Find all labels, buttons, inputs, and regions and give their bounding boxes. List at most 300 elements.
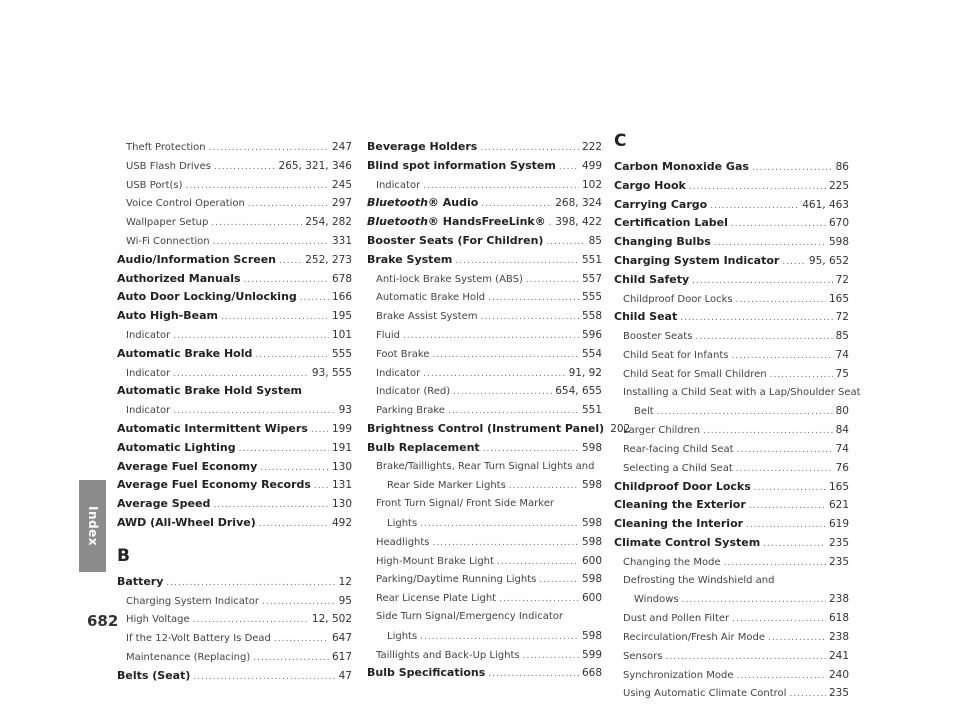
entry-pages: 131 — [331, 479, 352, 492]
dot-leader — [736, 460, 833, 479]
dot-leader — [546, 233, 585, 252]
entry-term: High Voltage — [126, 614, 190, 626]
dot-leader — [166, 574, 335, 593]
entry-term: High-Mount Brake Light — [376, 555, 494, 567]
entry-pages: 85 — [835, 330, 849, 343]
entry-term: Climate Control System — [614, 535, 761, 549]
dot-leader — [221, 308, 329, 327]
dot-leader — [420, 515, 579, 534]
dot-leader — [523, 647, 579, 666]
dot-leader — [248, 195, 329, 214]
entry-pages: 554 — [581, 347, 602, 360]
entry-pages: 558 — [581, 310, 602, 323]
entry-pages: 596 — [581, 328, 602, 341]
index-subentry — [117, 176, 352, 195]
entry-term: Auto High-Beam — [117, 309, 218, 323]
dot-leader — [239, 440, 329, 459]
dot-leader — [549, 214, 553, 233]
entry-term: Taillights and Back-Up Lights — [376, 649, 520, 661]
dot-leader — [666, 648, 826, 667]
entry-term: Charging System Indicator — [126, 595, 260, 607]
entry-term: Windows — [634, 594, 679, 606]
entry-pages: 72 — [835, 273, 849, 286]
entry-pages: 202 — [610, 422, 631, 435]
index-subentry — [367, 288, 602, 307]
entry-term: Belts (Seat) — [117, 668, 191, 682]
dot-leader — [692, 272, 832, 291]
dot-leader — [497, 553, 579, 572]
entry-term-suffix: ® HandsFreeLink® — [427, 215, 546, 229]
dot-leader — [211, 214, 302, 233]
index-entry — [614, 196, 849, 215]
dot-leader — [749, 497, 826, 516]
dot-leader — [789, 685, 826, 704]
entry-term: Brake/Taillights, Rear Turn Signal Lights and — [376, 460, 595, 472]
index-entry — [614, 478, 849, 497]
index-subentry — [117, 610, 352, 629]
index-entry — [614, 534, 849, 553]
entry-pages: 238 — [828, 630, 849, 643]
entry-term: Blind spot information System — [367, 158, 556, 172]
index-subentry — [367, 608, 602, 627]
entry-pages: 254, 282 — [305, 216, 352, 229]
entry-pages: 101 — [331, 328, 352, 341]
dot-leader — [754, 479, 826, 498]
entry-pages: 678 — [331, 272, 352, 285]
entry-term: Voice Control Operation — [126, 198, 245, 210]
index-entry — [117, 382, 352, 401]
entry-term: Wallpaper Setup — [126, 217, 209, 229]
index-subentry — [614, 440, 849, 459]
dot-leader — [214, 158, 276, 177]
dot-leader — [689, 178, 826, 197]
dot-leader — [731, 347, 832, 366]
entry-term: Carbon Monoxide Gas — [614, 160, 749, 173]
entry-term: Indicator — [126, 367, 171, 379]
entry-pages: 191 — [331, 441, 352, 454]
entry-pages: 654, 655 — [555, 385, 602, 398]
entry-pages: 12 — [338, 575, 352, 588]
index-entry — [614, 496, 849, 515]
entry-term — [367, 213, 546, 232]
index-subentry — [117, 213, 352, 232]
dot-leader — [724, 554, 826, 573]
entry-pages: 130 — [331, 498, 352, 511]
entry-term: Brightness Control (Instrument Panel) — [367, 421, 605, 435]
entry-term: Brake Assist System — [376, 311, 478, 323]
entry-pages: 75 — [835, 367, 849, 380]
dot-leader — [499, 590, 579, 609]
index-subentry — [614, 365, 849, 384]
entry-term: Authorized Manuals — [117, 271, 241, 285]
entry-term: Booster Seats (For Children) — [367, 233, 544, 247]
entry-pages: 166 — [331, 291, 352, 304]
entry-term: Wi-Fi Connection — [126, 235, 210, 247]
entry-term: Child Seat — [614, 310, 678, 324]
index-entry — [367, 251, 602, 270]
entry-term: Lights — [387, 517, 418, 529]
index-entry — [117, 439, 352, 458]
entry-pages: 225 — [828, 179, 849, 192]
entry-pages: 599 — [581, 648, 602, 661]
index-side-tab-label: Index — [85, 506, 100, 546]
dot-leader — [213, 233, 329, 252]
index-entry — [117, 251, 352, 270]
dot-leader — [193, 611, 309, 630]
dot-leader — [732, 610, 826, 629]
index-subentry — [367, 552, 602, 571]
entry-term: Using Automatic Climate Control — [623, 688, 787, 700]
entry-pages: 91, 92 — [568, 366, 602, 379]
entry-term: Childproof Door Locks — [623, 293, 733, 305]
index-entry — [614, 308, 849, 327]
dot-leader — [483, 440, 579, 459]
entry-pages: 598 — [828, 236, 849, 249]
entry-term: Parking Brake — [376, 405, 445, 417]
entry-term: Automatic Intermittent Wipers — [117, 421, 308, 435]
dot-leader — [768, 629, 826, 648]
entry-pages: 86 — [835, 161, 849, 173]
index-subentry — [614, 346, 849, 365]
index-entry — [614, 233, 849, 252]
entry-pages: 165 — [828, 292, 849, 305]
index-subentry — [367, 514, 602, 533]
index-entry — [367, 157, 602, 176]
dot-leader — [526, 271, 579, 290]
index-side-tab — [79, 480, 106, 572]
entry-term: Installing a Child Seat with a Lap/Shoulder Seat — [623, 386, 861, 398]
entry-pages: 195 — [331, 310, 352, 323]
dot-leader — [260, 459, 329, 478]
entry-term: Bulb Specifications — [367, 666, 486, 680]
dot-leader — [244, 271, 329, 290]
entry-term: Indicator — [126, 405, 171, 417]
entry-term: USB Port(s) — [126, 179, 183, 191]
entry-pages: 72 — [835, 311, 849, 324]
dot-leader — [253, 649, 329, 668]
index-subentry — [367, 270, 602, 289]
entry-term: Synchronization Mode — [623, 669, 734, 681]
index-subentry — [367, 589, 602, 608]
index-subentry — [117, 592, 352, 611]
entry-pages: 598 — [581, 516, 602, 529]
entry-term: Average Fuel Economy Records — [117, 478, 311, 492]
entry-pages: 95, 652 — [808, 254, 849, 267]
dot-leader — [213, 496, 329, 515]
index-entry — [614, 252, 849, 271]
entry-term: Defrosting the Windshield and — [623, 574, 775, 586]
entry-pages: 598 — [581, 441, 602, 454]
entry-term: Anti-lock Brake System (ABS) — [376, 273, 523, 285]
entry-pages: 598 — [581, 535, 602, 548]
entry-pages: 492 — [331, 516, 352, 529]
index-entry — [117, 495, 352, 514]
entry-term: Recirculation/Fresh Air Mode — [623, 631, 766, 643]
dot-leader — [682, 591, 826, 610]
dot-leader — [455, 252, 579, 271]
dot-leader — [300, 289, 329, 308]
dot-leader — [481, 195, 552, 214]
index-entry — [117, 573, 352, 592]
index-subentry — [367, 533, 602, 552]
dot-leader — [173, 365, 309, 384]
index-entry — [117, 476, 352, 495]
entry-pages: 252, 273 — [305, 253, 352, 266]
entry-pages: 297 — [331, 197, 352, 210]
entry-term: Indicator — [376, 179, 421, 191]
index-subentry — [367, 326, 602, 345]
entry-pages: 222 — [581, 141, 602, 153]
dot-leader — [657, 403, 833, 422]
entry-term: Automatic Brake Hold — [376, 292, 486, 304]
entry-term: Belt — [634, 406, 654, 418]
index-subentry — [367, 570, 602, 589]
entry-pages: 647 — [331, 632, 352, 645]
entry-term: Larger Children — [623, 425, 701, 437]
entry-pages: 245 — [331, 178, 352, 191]
entry-term: Foot Brake — [376, 348, 430, 360]
index-subentry — [614, 590, 849, 609]
dot-leader — [481, 308, 579, 327]
index-entry — [367, 664, 602, 683]
entry-term: Headlights — [376, 536, 430, 548]
entry-pages: 80 — [835, 405, 849, 418]
entry-term: USB Flash Drives — [126, 160, 211, 172]
index-entry — [367, 138, 602, 157]
entry-pages: 619 — [828, 518, 849, 531]
entry-term: Booster Seats — [623, 331, 693, 343]
entry-term: Fluid — [376, 329, 400, 341]
dot-leader — [737, 441, 833, 460]
entry-pages: 85 — [588, 234, 602, 247]
entry-term-suffix: ® Audio — [427, 196, 479, 210]
entry-term: Childproof Door Locks — [614, 479, 751, 493]
dot-leader — [453, 383, 552, 402]
index-subentry — [367, 458, 602, 477]
dot-leader — [423, 177, 579, 196]
entry-pages: 555 — [331, 347, 352, 360]
index-column-1 — [117, 138, 352, 686]
index-entry — [614, 158, 849, 177]
entry-pages: 235 — [828, 536, 849, 549]
entry-term: If the 12-Volt Battery Is Dead — [126, 633, 271, 645]
dot-leader — [680, 309, 832, 328]
entry-pages: 398, 422 — [555, 216, 602, 229]
entry-term: Theft Protection — [126, 142, 206, 153]
entry-pages: 74 — [835, 442, 849, 455]
index-subentry — [614, 684, 849, 703]
dot-leader — [752, 159, 833, 178]
dot-leader — [731, 215, 826, 234]
entry-pages: 235 — [828, 687, 849, 700]
index-subentry — [367, 345, 602, 364]
entry-term: Sensors — [623, 650, 663, 662]
entry-pages: 47 — [338, 669, 352, 682]
entry-term: Rear License Plate Light — [376, 593, 497, 605]
dot-leader — [488, 665, 579, 684]
dot-leader — [173, 402, 335, 421]
entry-term-italic: Bluetooth — [367, 196, 428, 210]
index-subentry — [367, 495, 602, 514]
entry-term: Cleaning the Interior — [614, 517, 744, 531]
dot-leader — [433, 534, 579, 553]
dot-leader — [448, 402, 579, 421]
entry-pages: 618 — [828, 612, 849, 625]
index-subentry — [117, 629, 352, 648]
index-subentry — [367, 646, 602, 665]
index-subentry — [614, 384, 861, 403]
index-subentry — [614, 628, 849, 647]
entry-pages: 12, 502 — [311, 613, 352, 626]
entry-term: Bulb Replacement — [367, 440, 480, 454]
entry-pages: 551 — [581, 404, 602, 417]
index-subentry — [117, 326, 352, 345]
entry-pages: 617 — [331, 650, 352, 663]
index-entry — [367, 213, 602, 232]
dot-leader — [509, 477, 579, 496]
entry-term: Carrying Cargo — [614, 197, 708, 211]
dot-leader — [770, 366, 833, 385]
entry-pages: 461, 463 — [802, 198, 849, 211]
entry-term: Cleaning the Exterior — [614, 498, 746, 512]
index-subentry — [367, 476, 602, 495]
index-subentry — [614, 666, 849, 685]
index-subentry — [614, 402, 849, 421]
index-entry — [117, 288, 352, 307]
entry-term: Indicator (Red) — [376, 386, 451, 398]
dot-leader — [193, 668, 335, 687]
entry-pages: 241 — [828, 649, 849, 662]
index-entry — [367, 232, 602, 251]
index-entry — [614, 177, 849, 196]
index-subentry — [117, 364, 352, 383]
entry-pages: 240 — [828, 668, 849, 681]
entry-term: Cargo Hook — [614, 178, 686, 192]
dot-leader — [274, 630, 329, 649]
page-number: 682 — [87, 612, 119, 630]
entry-term: Automatic Brake Hold — [117, 346, 253, 360]
index-subentry — [614, 572, 849, 591]
entry-pages: 265, 321, 346 — [278, 159, 352, 172]
index-subentry — [367, 364, 602, 383]
index-subentry — [367, 176, 602, 195]
entry-pages: 621 — [828, 499, 849, 512]
entry-pages: 555 — [581, 291, 602, 304]
entry-term: Changing Bulbs — [614, 235, 711, 249]
entry-term: Child Safety — [614, 272, 690, 286]
dot-leader — [763, 535, 826, 554]
entry-term: Rear Side Marker Lights — [387, 480, 506, 492]
entry-term: Dust and Pollen Filter — [623, 613, 730, 625]
dot-leader — [403, 327, 579, 346]
entry-term: Average Speed — [117, 497, 211, 511]
index-subentry — [117, 401, 352, 420]
dot-leader — [714, 234, 826, 253]
index-subentry — [367, 401, 602, 420]
index-subentry — [367, 382, 602, 401]
entry-pages: 247 — [331, 141, 352, 153]
entry-term: Brake System — [367, 252, 453, 266]
index-entry — [367, 439, 602, 458]
index-entry — [614, 515, 849, 534]
dot-leader — [279, 252, 302, 271]
section-letter-c: C — [614, 131, 627, 151]
entry-pages: 551 — [581, 253, 602, 266]
index-entry — [117, 458, 352, 477]
entry-term: Certification Label — [614, 216, 728, 230]
dot-leader — [259, 515, 329, 534]
entry-term: Battery — [117, 574, 164, 588]
entry-term: Indicator — [376, 367, 421, 379]
entry-pages: 102 — [581, 178, 602, 191]
dot-leader — [736, 291, 826, 310]
entry-term: Child Seat for Infants — [623, 349, 729, 361]
entry-term: Charging System Indicator — [614, 253, 780, 267]
index-subentry — [367, 627, 602, 646]
index-entry — [117, 307, 352, 326]
index-subentry — [117, 648, 352, 667]
index-entry — [117, 345, 352, 364]
index-column-3 — [614, 131, 861, 703]
index-subentry — [117, 157, 352, 176]
dot-leader — [710, 197, 799, 216]
dot-leader — [186, 177, 329, 196]
index-entry — [614, 214, 849, 233]
index-entry — [117, 514, 352, 533]
index-subentry — [614, 647, 849, 666]
entry-term: Selecting a Child Seat — [623, 462, 733, 474]
dot-leader — [209, 139, 329, 158]
entry-pages: 84 — [835, 424, 849, 437]
entry-term — [367, 194, 478, 213]
entry-term: Beverage Holders — [367, 140, 478, 153]
dot-leader — [782, 253, 806, 272]
index-entry — [117, 270, 352, 289]
entry-pages: 670 — [828, 217, 849, 230]
index-subentry — [614, 609, 849, 628]
entry-pages: 95 — [338, 594, 352, 607]
entry-term: Side Turn Signal/Emergency Indicator — [376, 610, 564, 622]
index-subentry — [614, 421, 849, 440]
entry-pages: 668 — [581, 667, 602, 680]
entry-pages: 93, 555 — [311, 366, 352, 379]
dot-leader — [746, 516, 826, 535]
index-entry — [614, 271, 849, 290]
entry-term: Maintenance (Replacing) — [126, 651, 251, 663]
entry-term: AWD (All-Wheel Drive) — [117, 515, 256, 529]
dot-leader — [695, 328, 832, 347]
index-entry — [367, 420, 631, 439]
entry-pages: 598 — [581, 629, 602, 642]
dot-leader — [262, 593, 336, 612]
entry-pages: 600 — [581, 592, 602, 605]
index-subentry — [614, 327, 849, 346]
entry-term: Child Seat for Small Children — [623, 368, 767, 380]
index-subentry — [614, 459, 849, 478]
entry-term: Average Fuel Economy — [117, 459, 258, 473]
dot-leader — [737, 667, 826, 686]
dot-leader — [539, 571, 579, 590]
dot-leader — [432, 346, 579, 365]
dot-leader — [559, 158, 579, 177]
entry-pages: 235 — [828, 555, 849, 568]
entry-pages: 76 — [835, 461, 849, 474]
entry-term: Lights — [387, 630, 418, 642]
entry-term: Audio/Information Screen — [117, 252, 277, 266]
index-entry — [117, 420, 352, 439]
entry-term-italic: Bluetooth — [367, 215, 428, 229]
entry-pages: 499 — [581, 159, 602, 172]
